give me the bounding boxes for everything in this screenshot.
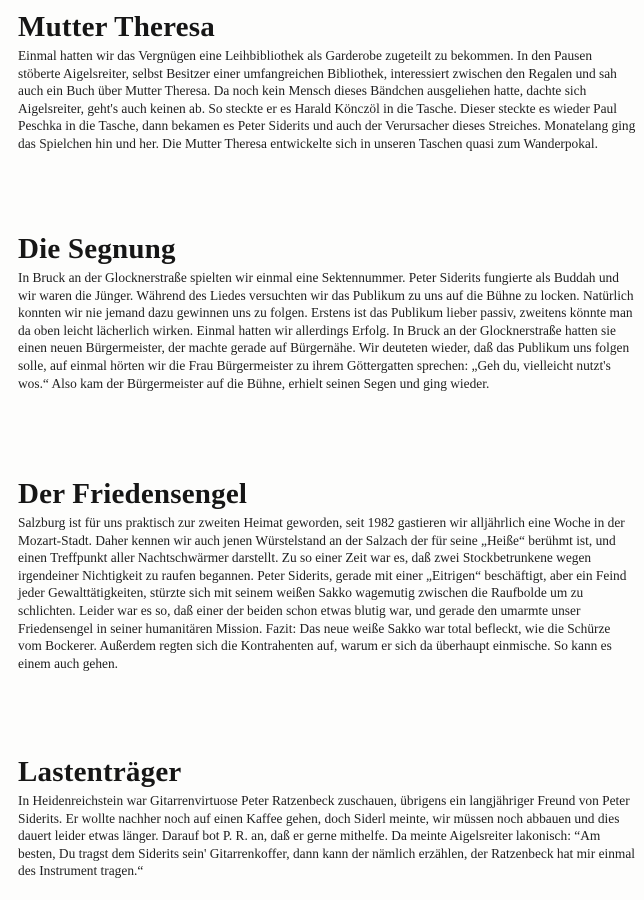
section-heading: Der Friedensengel (18, 478, 248, 510)
section-der-friedensengel (18, 477, 636, 672)
section-mutter-theresa (18, 10, 636, 153)
section-heading: Mutter Theresa (18, 11, 215, 43)
section-heading: Lastenträger (18, 756, 182, 788)
section-paragraph: In Bruck an der Glocknerstraße spielten wir einmal eine Sektennummer. Peter Siderits fungierte als Buddah und wir waren die Jünger. Während des Liedes versuchten wir das Publikum zu uns auf die Bühne zu locken. Natürlich konnten wir nie jemand dazu gewinnen uns zu folgen. Erstens ist das Publikum lieber passiv, zweitens könnte man da oben leicht lächerlich wirken. Einmal hatten wir allerdings Erfolg. In Bruck an der Glocknerstraße hatten sie einen neuen Bürgermeister, der machte gerade auf Bürgernähe. Wir deuteten wieder, daß das Publikum uns folgen solle, auf einmal hörten wir die Frau Bürgermeister zu ihrem Göttergatten sprechen: „Geh du, vielleicht nutzt's wos.“ Also kam der Bürgermeister auf die Bühne, erhielt seinen Segen und ging wieder. (18, 270, 634, 391)
section-heading: Die Segnung (18, 233, 176, 265)
section-die-segnung (18, 232, 636, 392)
section-paragraph: In Heidenreichstein war Gitarrenvirtuose Peter Ratzenbeck zuschauen, übrigens ein langjähriger Freund von Peter Siderits. Er wollte nachher noch auf einen Kaffee gehen, doch Siderl meinte, wir müssen noch abbauen und dies dauert leider etwas länger. Darauf bot P. R. an, daß er gerne mithelfe. Da meinte Aigelsreiter lakonisch: “Am besten, Du tragst dem Siderits sein' Gitarrenkoffer, dann kann der nämlich erzählen, der Ratzenbeck hat mir einmal des Instrument tragen.“ (18, 793, 636, 879)
section-paragraph: Salzburg ist für uns praktisch zur zweiten Heimat geworden, seit 1982 gastieren wir alljährlich eine Woche in der Mozart-Stadt. Daher kennen wir auch jenen Würstelstand an der Salzach der für seine „Heiße“ berühmt ist, und einen Treffpunkt aller Nachtschwärmer darstellt. Zu so einer Zeit war es, daß zwei Stockbetrunkene wegen irgendeiner Nichtigkeit zu raufen begannen. Peter Siderits, gerade mit einer „Eitrigen“ beschäftigt, aber ein Feind jeder Gewalttätigkeiten, stürzte sich mit seinem weißen Sakko wagemutig zwischen die Raufbolde um zu schlichten. Leider war es so, daß einer der beiden schon etwas blutig war, und gerade den umarmte unser Friedensengel in seiner humanitären Mission. Fazit: Das neue weiße Sakko war total befleckt, wie die Schürze vom Bockerer. Außerdem regten sich die Kontrahenten auf, warum er sich da überhaupt einmische. So kann es einem auch gehen. (18, 515, 627, 671)
section-lastentraeger (18, 755, 636, 880)
section-paragraph: Einmal hatten wir das Vergnügen eine Leihbibliothek als Garderobe zugeteilt zu bekommen. In den Pausen stöberte Aigelsreiter, selbst Besitzer einer umfangreichen Bibliothek, interessiert zwischen den Regalen und sah auch ein Buch über Mutter Theresa. Da noch kein Mensch dieses Bändchen ausgeliehen hatte, dachte sich Aigelsreiter, geht's auch keinen ab. So steckte er es Harald Könczöl in die Tasche. Dieser steckte es wieder Paul Peschka in die Tasche, dann bekamen es Peter Siderits und auch der Verursacher dieses Streiches. Monatelang ging das Spielchen hin und her. Die Mutter Theresa entwickelte sich in unseren Taschen quasi zum Wanderpokal. (18, 48, 636, 151)
